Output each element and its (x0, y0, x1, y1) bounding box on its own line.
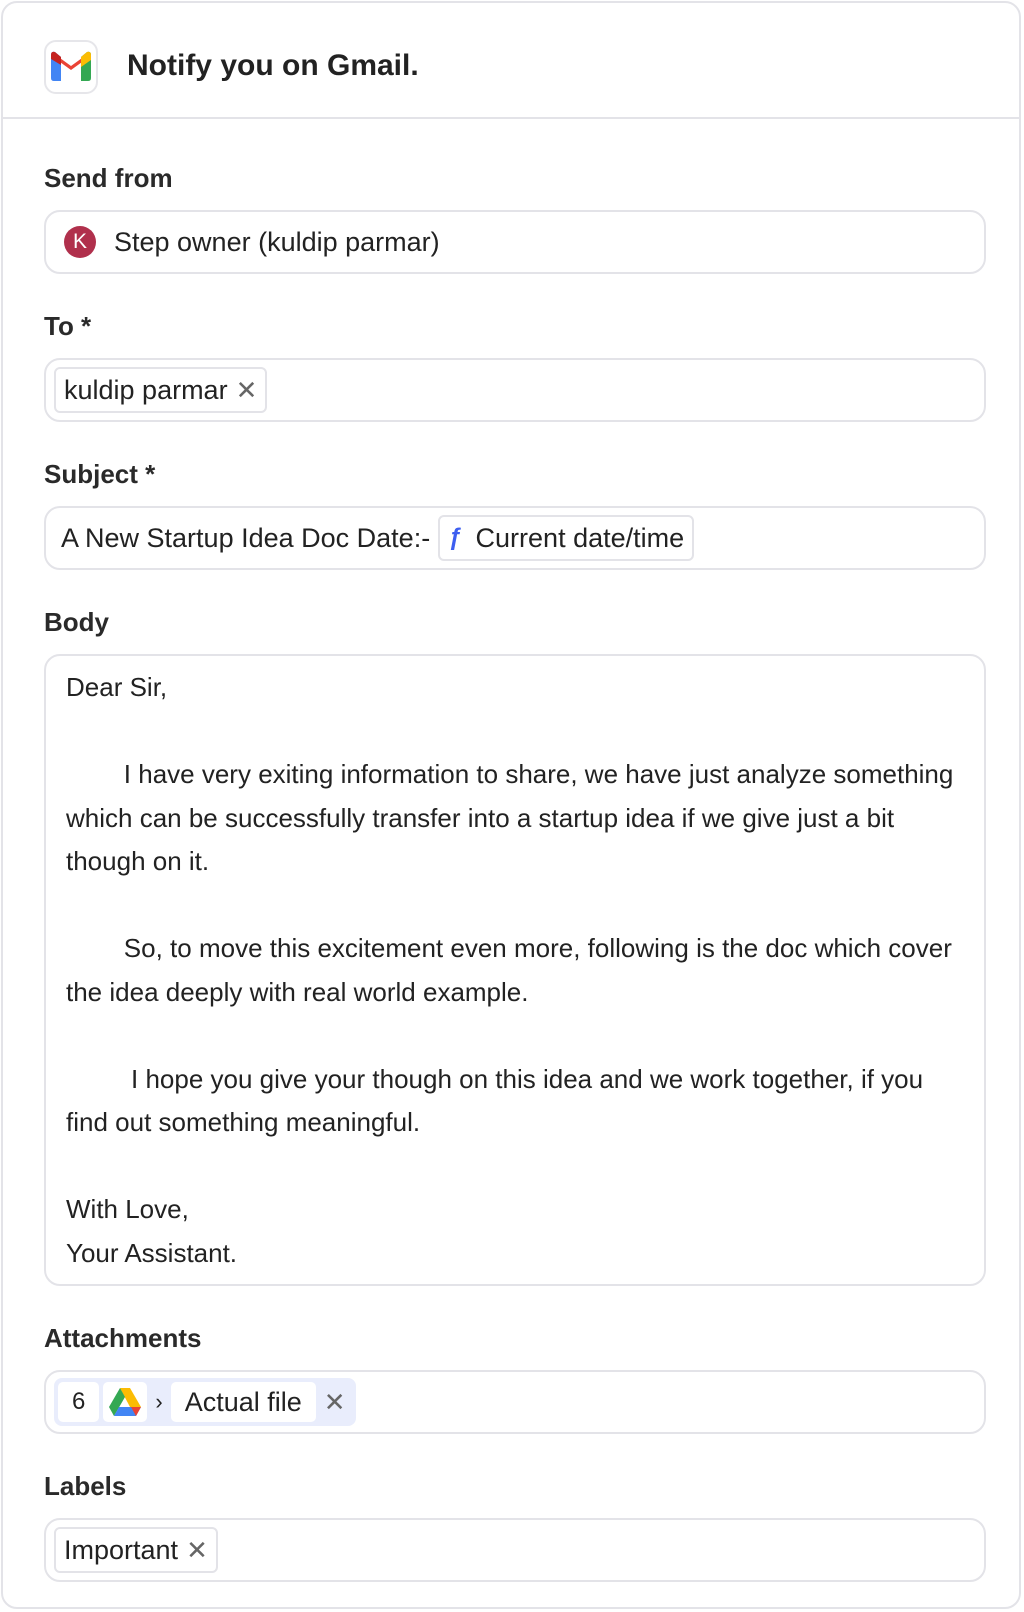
label-name: Important (64, 1534, 179, 1565)
subject-input[interactable] (44, 506, 986, 570)
attachment-chip[interactable] (54, 1378, 356, 1426)
google-drive-icon (103, 1382, 147, 1422)
avatar: K (64, 226, 96, 258)
to-input[interactable] (44, 358, 986, 422)
send-from-select[interactable] (44, 210, 986, 274)
label-chip (54, 1527, 218, 1573)
attachments-input[interactable] (44, 1370, 986, 1434)
attachments-label: Attachments (44, 1323, 202, 1353)
card-title: Notify you on Gmail. (127, 49, 419, 82)
body-text: Dear Sir, I have very exiting information to share, we have just analyze something which can be successfully transfer into a startup idea if we give just a bit though on it. So, to move this excitement even more, following is the doc which cover the idea deeply with real world example. I hope you give your though on this idea and we work together, if you find out something meaningful. With Love, Your Assistant. (66, 672, 954, 1268)
chevron-right-icon: › (155, 1389, 163, 1414)
send-from-label: Send from (44, 163, 173, 193)
recipient-name: kuldip parmar (64, 374, 228, 405)
recipient-chip (54, 367, 267, 413)
send-from-value: Step owner (kuldip parmar) (114, 226, 440, 257)
gmail-step-card (1, 1, 1021, 1609)
variable-name: Current date/time (475, 522, 685, 553)
body-label: Body (44, 607, 109, 637)
body-textarea[interactable] (44, 654, 986, 1286)
remove-label-icon[interactable]: ✕ (186, 1534, 208, 1565)
labels-input[interactable] (44, 1518, 986, 1582)
labels-label: Labels (44, 1471, 127, 1501)
subject-label: Subject * (44, 459, 156, 489)
gmail-icon (44, 40, 98, 94)
remove-attachment-icon[interactable]: ✕ (323, 1386, 346, 1417)
remove-recipient-icon[interactable]: ✕ (235, 374, 258, 405)
current-datetime-variable-chip[interactable] (438, 515, 694, 561)
to-label: To * (44, 311, 92, 341)
step-number-badge: 6 (58, 1382, 99, 1422)
subject-text: A New Startup Idea Doc Date:- (61, 522, 431, 553)
formula-icon: ƒ (448, 524, 462, 551)
attachment-file-name: Actual file (171, 1382, 316, 1422)
card-header (3, 3, 1019, 119)
